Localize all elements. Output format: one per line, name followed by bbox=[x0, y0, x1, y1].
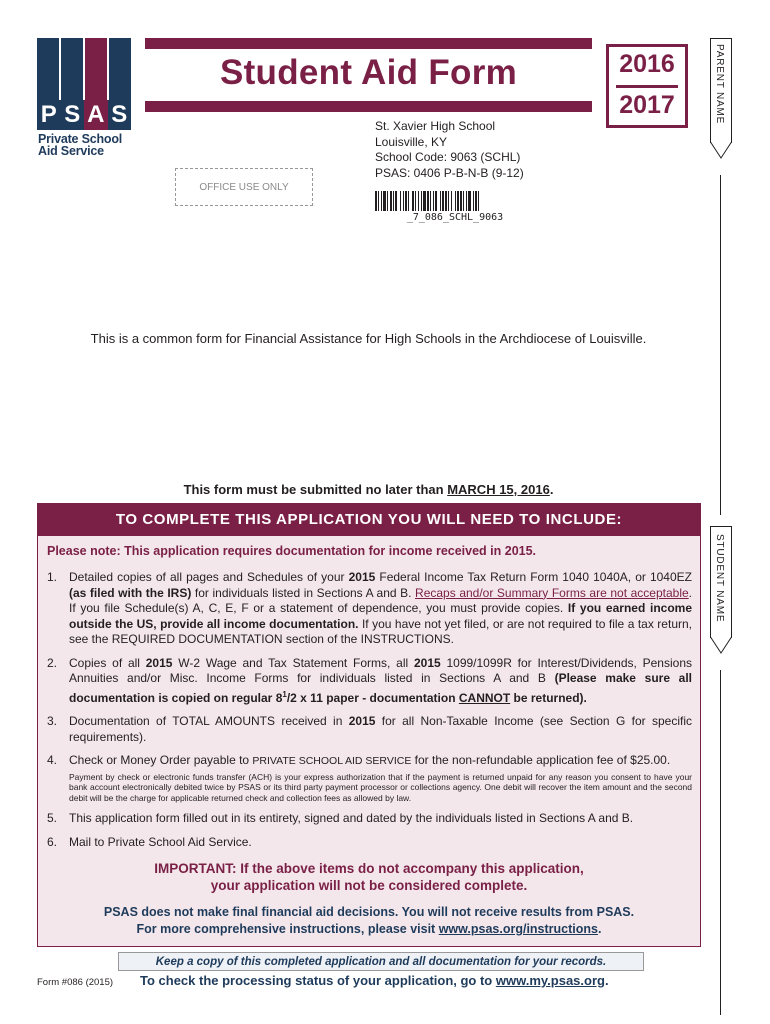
student-name-tab-point bbox=[710, 637, 732, 655]
list-item: 6. Mail to Private School Aid Service. bbox=[47, 834, 252, 849]
school-code: School Code: 9063 (SCHL) bbox=[375, 150, 521, 164]
parent-name-tab-point bbox=[710, 142, 732, 160]
psas-notice: PSAS does not make final financial aid decisions. You will not receive results from PSAS. For more comprehensive instructions, please visit www.psas.org/instructions. bbox=[103, 905, 635, 936]
list-item: 1. Detailed copies of all pages and Schedules of your 2015 Federal Income Tax Return Form 1040 1040A, or 1040EZ (as filed with the IRS) for individuals listed in Sections A and B. Recaps and/or Summary Forms are not acceptable. If you file Schedule(s) A, C, E, F or a statement of dependence, you must provide copies. If you earned income outside the US, provide all income documentation. If you have not yet filed, or are not required to file a tax return, see the REQUIRED DOCUMENTATION section of the INSTRUCTIONS. bbox=[47, 570, 693, 646]
deadline: This form must be submitted no later than MARCH 15, 2016. bbox=[183, 482, 554, 497]
status-link[interactable]: www.my.psas.org bbox=[495, 973, 605, 988]
parent-name-label: PARENT NAME bbox=[714, 44, 725, 125]
list-item: 3. Documentation of TOTAL AMOUNTS received in 2015 for all Non-Taxable Income (see Section G for specific requirements). bbox=[47, 714, 692, 744]
important-notice: IMPORTANT: If the above items do not accompany this application, your application will not be considered complete. bbox=[154, 861, 584, 893]
year-bottom: 2017 bbox=[619, 91, 675, 119]
deadline-date: MARCH 15, 2016 bbox=[447, 482, 550, 497]
side-fold-line bbox=[720, 175, 721, 515]
list-item: 4. Check or Money Order payable to PRIVATE SCHOOL AID SERVICE for the non-refundable application fee of $25.00. Payment by check or electronic funds transfer (ACH) is your express authorization that if the payment is returned unpaid for any reason you consent to have your bank account electronically debited twice by PSAS or its third party payment processor or collections agency. One debit will recover the item amount and the second debit will be the charge for applicable returned check and collection fees as allowed by law. bbox=[47, 753, 692, 803]
student-name-label: STUDENT NAME bbox=[714, 534, 725, 623]
psas-logo-letters: P S A S bbox=[37, 100, 131, 130]
keep-copy-banner: Keep a copy of this completed application and all documentation for your records. bbox=[118, 952, 644, 971]
school-name: St. Xavier High School bbox=[375, 119, 496, 133]
side-fold-line-lower bbox=[720, 670, 721, 1015]
form-title: Student Aid Form bbox=[219, 53, 518, 92]
intro-text: This is a common form for Financial Assistance for High Schools in the Archdiocese of Louisville. bbox=[90, 331, 647, 346]
title-bar-bottom bbox=[145, 101, 592, 112]
school-info bbox=[375, 119, 524, 181]
psas-code: PSAS: 0406 P-B-N-B (9-12) bbox=[375, 165, 524, 180]
barcode bbox=[375, 191, 535, 211]
requirements-list bbox=[47, 570, 692, 858]
requirements-heading: TO COMPLETE THIS APPLICATION YOU WILL NEED TO INCLUDE: bbox=[37, 503, 701, 536]
year-divider bbox=[616, 85, 678, 88]
title-bar-top bbox=[145, 38, 592, 49]
psas-logo bbox=[37, 38, 131, 100]
payment-disclaimer: Payment by check or electronic funds transfer (ACH) is your express authorization that if the payment is returned unpaid for any reason you consent to have your bank account electronically debited twice by PSAS or its third party payment processor or collections agency. One debit will recover the item amount and the second debit will be the charge for applicable returned check and collection fees as allowed by law. bbox=[69, 771, 692, 803]
status-line: To check the processing status of your application, go to www.my.psas.org. bbox=[140, 973, 609, 988]
logo-text: Private School Aid Service bbox=[38, 132, 123, 158]
school-location: Louisville, KY bbox=[375, 134, 448, 149]
barcode-text: _7_086_SCHL_9063 bbox=[406, 212, 504, 223]
list-item: 2. Copies of all 2015 W-2 Wage and Tax Statement Forms, all 2015 1099/1099R for Interest/Dividends, Pensions Annuities and/or Misc. Income Forms for individuals listed in Sections A and B (Please make sure all documentation is copied on regular $8^1/2$ x 11 paper - documentation CANNOT be returned). bbox=[47, 655, 692, 705]
year-top: 2016 bbox=[619, 50, 675, 78]
form-number: Form #086 (2015) bbox=[37, 977, 114, 988]
list-item: 5. This application form filled out in its entirety, signed and dated by the individuals listed in Sections A and B. bbox=[47, 811, 634, 825]
office-use-box: OFFICE USE ONLY bbox=[175, 168, 313, 206]
documentation-note: Please note: This application requires documentation for income received in 2015. bbox=[47, 544, 537, 558]
instructions-link[interactable]: www.psas.org/instructions bbox=[438, 922, 598, 936]
